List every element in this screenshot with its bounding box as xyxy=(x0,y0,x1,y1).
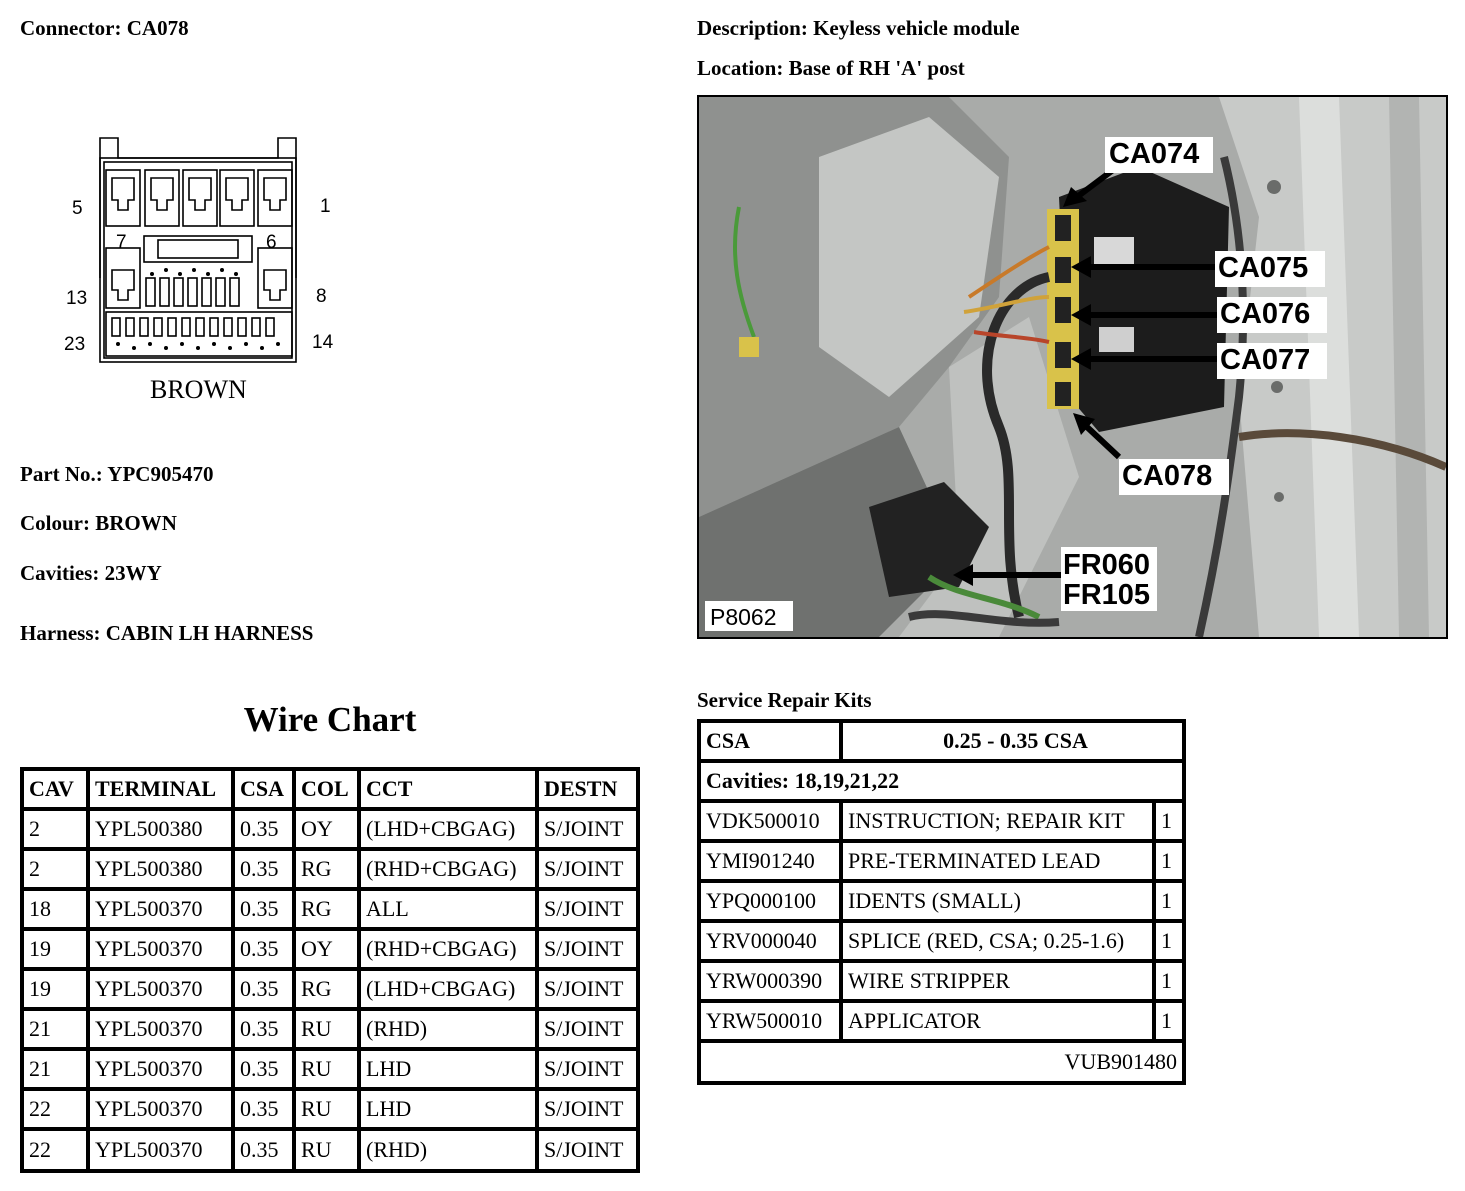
kit-description: PRE-TERMINATED LEAD xyxy=(842,842,1155,882)
table-row xyxy=(23,930,637,970)
callout-label: CA078 xyxy=(1122,460,1213,492)
pin-number: 8 xyxy=(316,286,327,307)
table-cell: 2 xyxy=(23,810,89,850)
kit-description: APPLICATOR xyxy=(842,1002,1155,1042)
kit-part-number: YRV000040 xyxy=(700,922,842,962)
table-row xyxy=(700,1042,1183,1082)
table-row xyxy=(23,850,637,890)
table-cell: 0.35 xyxy=(234,1050,295,1090)
kit-quantity: 1 xyxy=(1155,842,1183,882)
table-row xyxy=(700,1002,1183,1042)
kit-quantity: 1 xyxy=(1155,802,1183,842)
connector-colour-text: BROWN xyxy=(150,375,247,404)
connector-id: CA078 xyxy=(126,16,189,40)
table-cell: YPL500370 xyxy=(89,930,234,970)
kit-part-number: YRW500010 xyxy=(700,1002,842,1042)
table-cell: (RHD+CBGAG) xyxy=(360,930,538,970)
cavities-key: Cavities: xyxy=(20,561,100,585)
table-cell: S/JOINT xyxy=(538,1130,637,1170)
table-cell: OY xyxy=(295,930,360,970)
description-key: Description: xyxy=(697,16,808,40)
table-cell: RG xyxy=(295,850,360,890)
description-value: Keyless vehicle module xyxy=(813,16,1020,40)
location-photo xyxy=(697,95,1448,639)
table-cell: 21 xyxy=(23,1050,89,1090)
table-cell: YPL500380 xyxy=(89,850,234,890)
kit-part-number: YMI901240 xyxy=(700,842,842,882)
service-kits-table xyxy=(697,719,1186,1085)
kit-description: INSTRUCTION; REPAIR KIT xyxy=(842,802,1155,842)
table-row xyxy=(700,962,1183,1002)
wire-chart-body xyxy=(23,810,637,1170)
location-value: Base of RH 'A' post xyxy=(788,56,965,80)
kit-description: WIRE STRIPPER xyxy=(842,962,1155,1002)
table-cell: 0.35 xyxy=(234,850,295,890)
harness xyxy=(20,621,313,646)
table-cell: 0.35 xyxy=(234,970,295,1010)
pin-number: 5 xyxy=(72,198,83,219)
csa-value: 0.25 - 0.35 CSA xyxy=(842,722,1183,762)
table-cell: YPL500370 xyxy=(89,1010,234,1050)
table-row xyxy=(700,922,1183,962)
table-row xyxy=(23,1050,637,1090)
column-header: DESTN xyxy=(538,770,637,810)
table-cell: 19 xyxy=(23,970,89,1010)
callout-label: CA074 xyxy=(1109,138,1200,170)
wire-chart-title: Wire Chart xyxy=(243,700,417,739)
pin-number: 6 xyxy=(266,232,277,253)
column-header: CSA xyxy=(234,770,295,810)
table-cell: ALL xyxy=(360,890,538,930)
cavities-row: Cavities: 18,19,21,22 xyxy=(700,762,1183,802)
kit-part-number: YPQ000100 xyxy=(700,882,842,922)
table-cell: 18 xyxy=(23,890,89,930)
table-cell: 19 xyxy=(23,930,89,970)
column-header: COL xyxy=(295,770,360,810)
table-cell: S/JOINT xyxy=(538,970,637,1010)
table-row xyxy=(23,810,637,850)
table-row xyxy=(23,1130,637,1170)
table-cell: (RHD) xyxy=(360,1010,538,1050)
table-cell: S/JOINT xyxy=(538,1090,637,1130)
table-cell: S/JOINT xyxy=(538,850,637,890)
table-row xyxy=(700,722,1183,762)
table-cell: (RHD) xyxy=(360,1130,538,1170)
kit-number: VUB901480 xyxy=(700,1042,1183,1082)
table-cell: YPL500370 xyxy=(89,1050,234,1090)
table-cell: 0.35 xyxy=(234,1090,295,1130)
table-cell: YPL500380 xyxy=(89,810,234,850)
callout-label: CA076 xyxy=(1220,298,1311,330)
pin-number: 1 xyxy=(320,196,331,217)
photo-id: P8062 xyxy=(710,604,777,630)
location-label xyxy=(697,56,965,81)
table-cell: 21 xyxy=(23,1010,89,1050)
table-cell: RG xyxy=(295,970,360,1010)
location-key: Location: xyxy=(697,56,784,80)
harness-value: CABIN LH HARNESS xyxy=(105,621,314,645)
table-cell: (RHD+CBGAG) xyxy=(360,850,538,890)
table-cell: RU xyxy=(295,1090,360,1130)
kit-quantity: 1 xyxy=(1155,962,1183,1002)
table-row xyxy=(700,882,1183,922)
callout-label: CA077 xyxy=(1220,344,1311,376)
table-cell: RU xyxy=(295,1010,360,1050)
table-cell: S/JOINT xyxy=(538,1010,637,1050)
table-row xyxy=(23,970,637,1010)
column-header: CCT xyxy=(360,770,538,810)
kit-description: IDENTS (SMALL) xyxy=(842,882,1155,922)
connector-label xyxy=(20,16,189,41)
cavities xyxy=(20,561,162,586)
table-header-row xyxy=(23,770,637,810)
pin-number: 13 xyxy=(66,288,88,309)
table-cell: LHD xyxy=(360,1050,538,1090)
cavities-value: 23WY xyxy=(104,561,162,585)
csa-label: CSA xyxy=(700,722,842,762)
table-cell: 0.35 xyxy=(234,1130,295,1170)
pin-number: 7 xyxy=(116,232,127,253)
colour xyxy=(20,511,177,536)
pin-number: 14 xyxy=(312,332,334,353)
table-cell: S/JOINT xyxy=(538,930,637,970)
table-cell: RG xyxy=(295,890,360,930)
table-cell: (LHD+CBGAG) xyxy=(360,970,538,1010)
table-cell: YPL500370 xyxy=(89,970,234,1010)
table-cell: YPL500370 xyxy=(89,1130,234,1170)
table-cell: S/JOINT xyxy=(538,1050,637,1090)
column-header: CAV xyxy=(23,770,89,810)
table-cell: S/JOINT xyxy=(538,890,637,930)
table-cell: S/JOINT xyxy=(538,810,637,850)
table-row xyxy=(23,1010,637,1050)
part-number xyxy=(20,462,213,487)
wire-chart-table xyxy=(20,767,640,1173)
kit-quantity: 1 xyxy=(1155,882,1183,922)
table-cell: 0.35 xyxy=(234,890,295,930)
table-cell: 22 xyxy=(23,1090,89,1130)
table-cell: 22 xyxy=(23,1130,89,1170)
callout-label: FR105 xyxy=(1063,579,1151,611)
kit-quantity: 1 xyxy=(1155,922,1183,962)
table-cell: OY xyxy=(295,810,360,850)
kit-quantity: 1 xyxy=(1155,1002,1183,1042)
table-cell: LHD xyxy=(360,1090,538,1130)
table-row xyxy=(700,762,1183,802)
callout-label: FR060 xyxy=(1063,549,1151,581)
table-cell: 0.35 xyxy=(234,930,295,970)
table-cell: RU xyxy=(295,1130,360,1170)
table-cell: 2 xyxy=(23,850,89,890)
kit-part-number: VDK500010 xyxy=(700,802,842,842)
colour-key: Colour: xyxy=(20,511,90,535)
table-cell: YPL500370 xyxy=(89,1090,234,1130)
connector-label-key: Connector: xyxy=(20,16,122,40)
connector-face-diagram xyxy=(60,128,350,418)
table-cell: 0.35 xyxy=(234,1010,295,1050)
column-header: TERMINAL xyxy=(89,770,234,810)
pin-number: 23 xyxy=(64,334,86,355)
description-label xyxy=(697,16,1020,41)
harness-key: Harness: xyxy=(20,621,101,645)
table-cell: RU xyxy=(295,1050,360,1090)
colour-value: BROWN xyxy=(95,511,177,535)
location-photo-drawing xyxy=(699,97,1446,637)
kit-part-number: YRW000390 xyxy=(700,962,842,1002)
table-row xyxy=(23,1090,637,1130)
table-row xyxy=(23,890,637,930)
part-value: YPC905470 xyxy=(107,462,214,486)
service-kits-title: Service Repair Kits xyxy=(697,688,872,712)
part-key: Part No.: xyxy=(20,462,103,486)
table-cell: (LHD+CBGAG) xyxy=(360,810,538,850)
table-cell: YPL500370 xyxy=(89,890,234,930)
table-row xyxy=(700,802,1183,842)
callout-label: CA075 xyxy=(1218,252,1309,284)
kit-description: SPLICE (RED, CSA; 0.25-1.6) xyxy=(842,922,1155,962)
table-row xyxy=(700,842,1183,882)
table-cell: 0.35 xyxy=(234,810,295,850)
